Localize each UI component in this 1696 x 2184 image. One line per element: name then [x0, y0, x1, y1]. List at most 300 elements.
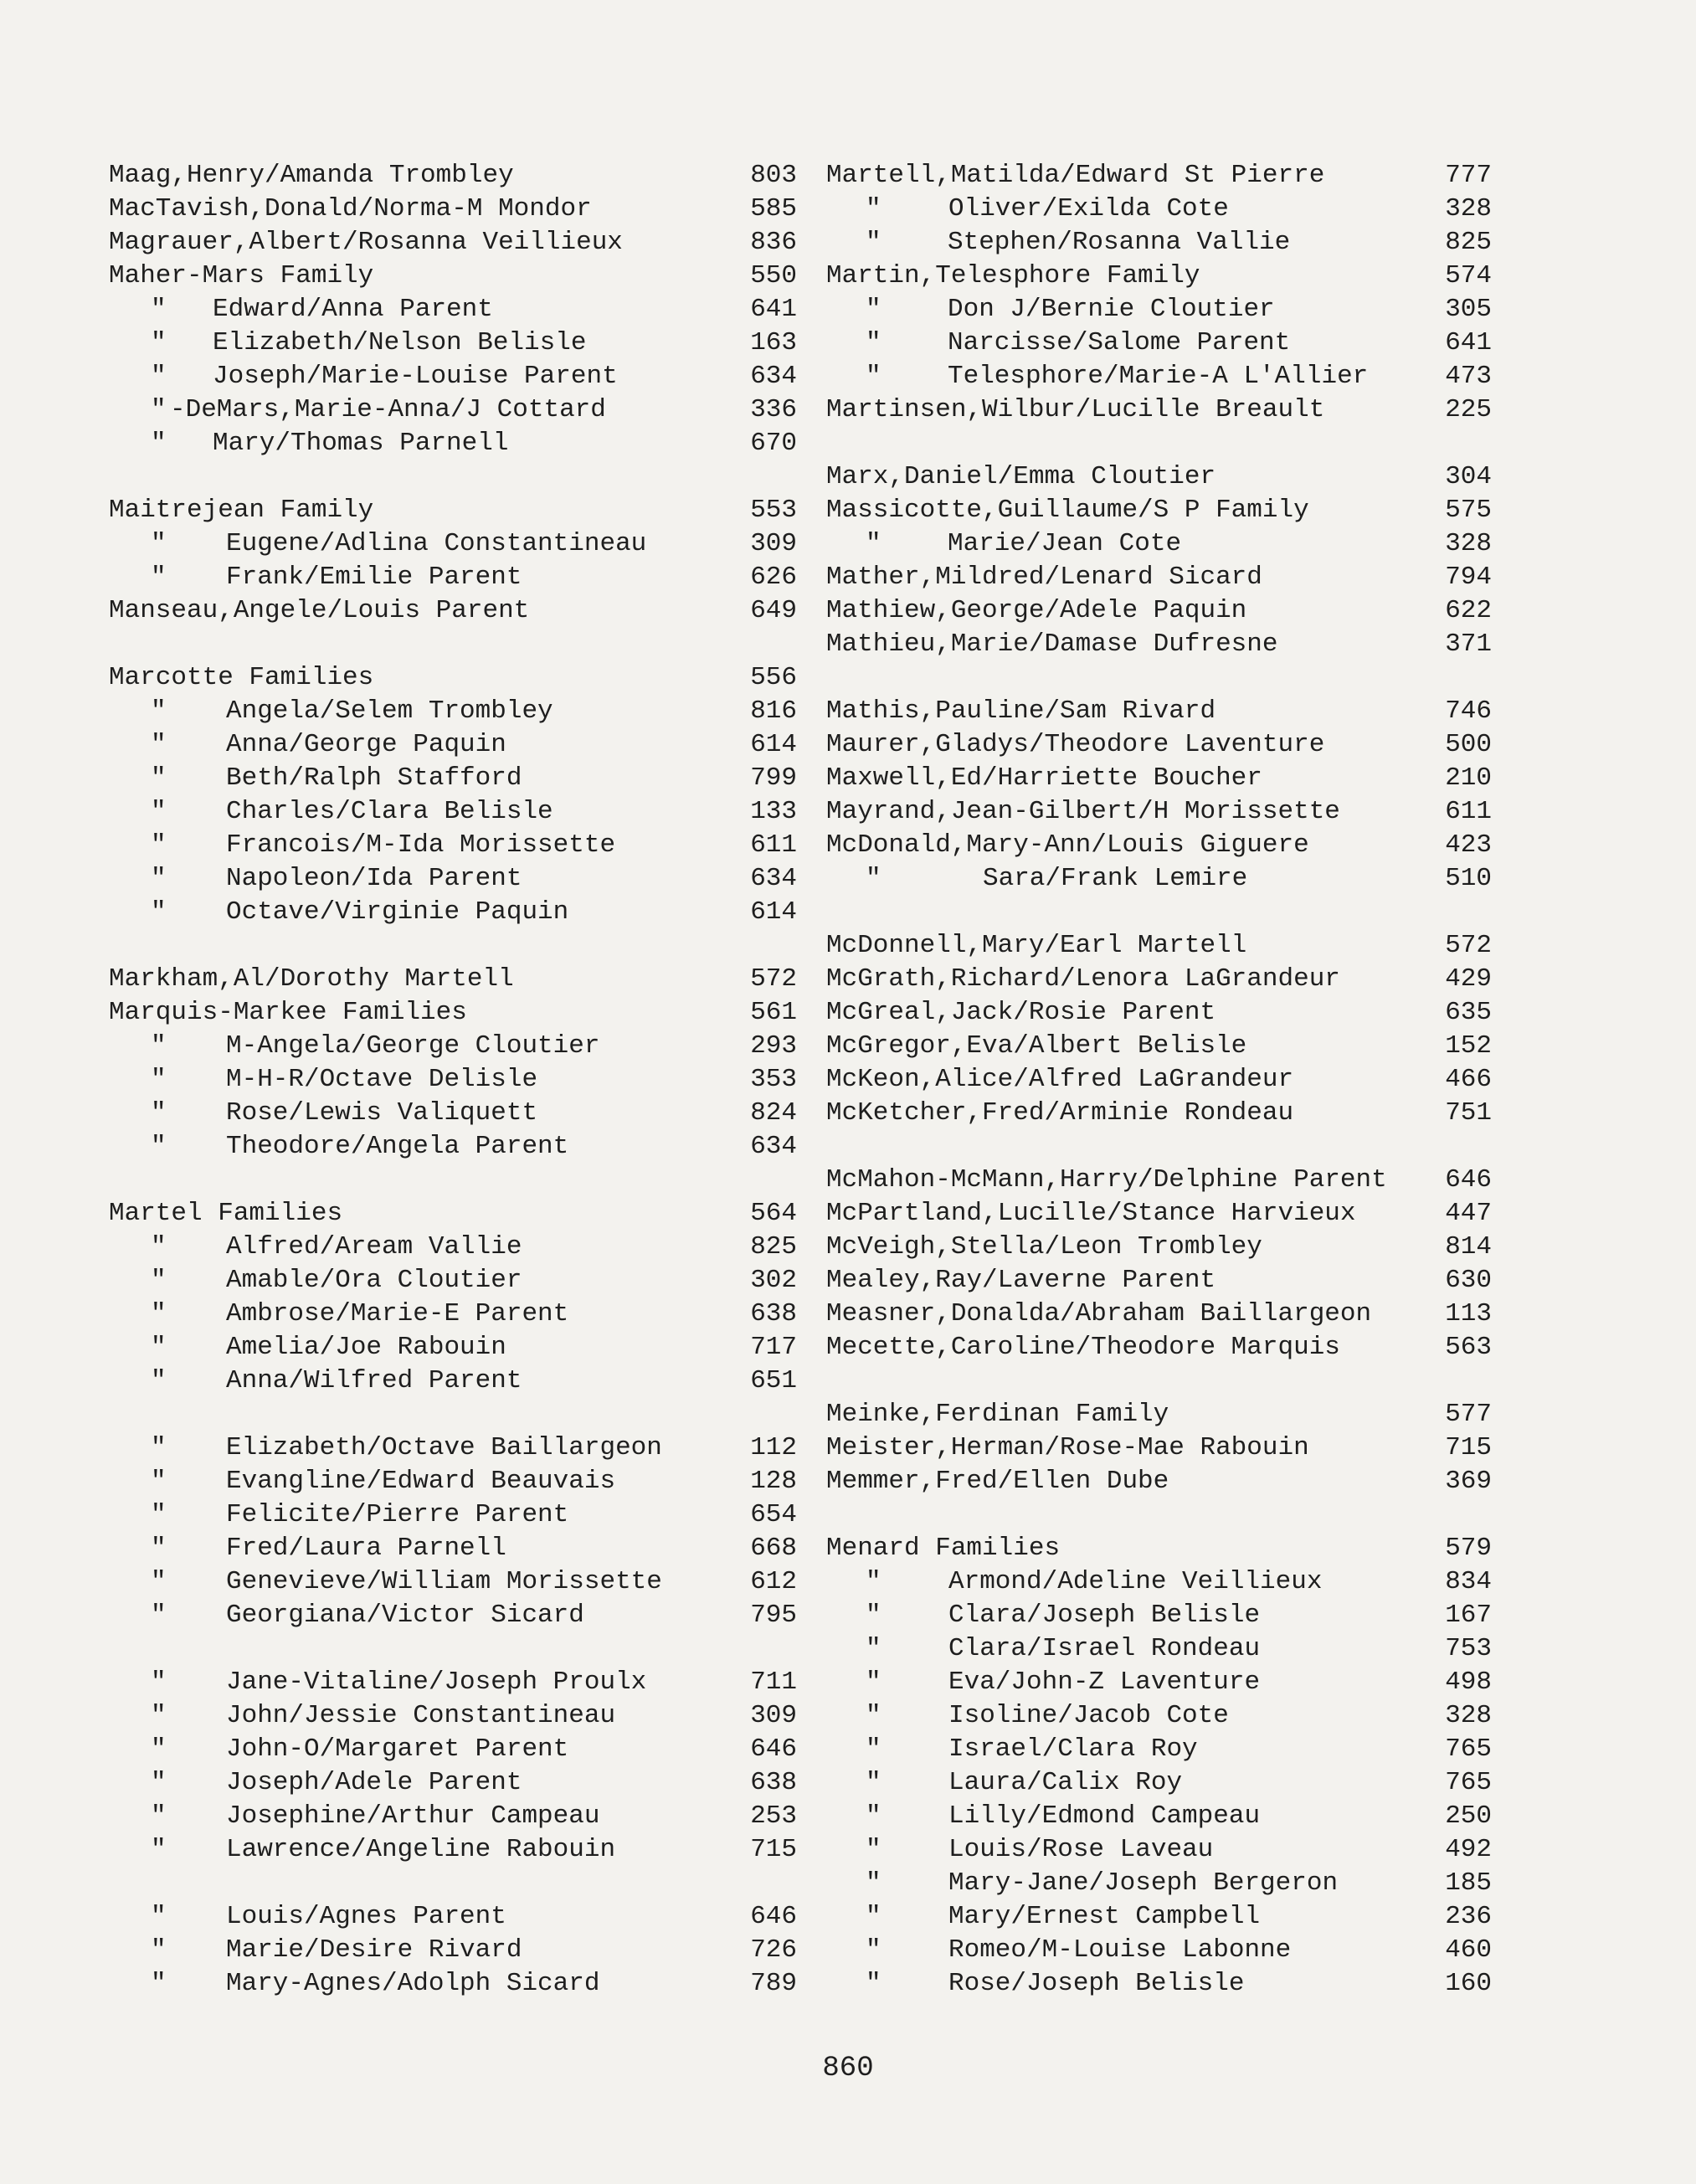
entry-page-number: 369: [1445, 1467, 1492, 1496]
entry-name: Romeo/M-Louise Labonne: [948, 1935, 1292, 1965]
blank-row: [826, 661, 1504, 695]
index-entry: [109, 996, 797, 1030]
entry-name: John/Jessie Constantineau: [226, 1701, 616, 1730]
index-entry: [109, 1766, 797, 1800]
entry-name: Beth/Ralph Stafford: [226, 763, 522, 793]
ditto-mark: ": [151, 1132, 167, 1161]
index-entry: [826, 226, 1504, 260]
entry-page-number: 302: [750, 1266, 797, 1295]
entry-page-number: 236: [1445, 1902, 1492, 1931]
ditto-mark: ": [151, 1467, 167, 1496]
blank-row: [109, 1164, 787, 1197]
ditto-mark: ": [151, 1734, 167, 1764]
index-entry: [826, 1298, 1504, 1331]
entry-name: Measner,Donalda/Abraham Baillargeon: [826, 1299, 1372, 1328]
entry-page-number: 641: [750, 295, 797, 324]
entry-page-number: 160: [1445, 1969, 1492, 1998]
entry-name: Joseph/Marie-Louise Parent: [213, 362, 618, 391]
index-entry: [826, 996, 1504, 1030]
entry-page-number: 510: [1445, 864, 1492, 893]
entry-page-number: 834: [1445, 1567, 1492, 1596]
entry-page-number: 577: [1445, 1400, 1492, 1429]
blank-row: [109, 1867, 787, 1900]
ditto-mark: ": [151, 1768, 167, 1797]
entry-page-number: 795: [750, 1601, 797, 1630]
entry-name: McMahon-McMann,Harry/Delphine Parent: [826, 1165, 1387, 1195]
index-entry: [826, 527, 1504, 561]
entry-page-number: 614: [750, 730, 797, 759]
entry-name: Isoline/Jacob Cote: [948, 1701, 1229, 1730]
entry-page-number: 564: [750, 1199, 797, 1228]
entry-name: Charles/Clara Belisle: [226, 797, 553, 826]
ditto-mark: ": [866, 1734, 881, 1764]
entry-page-number: 253: [750, 1801, 797, 1831]
entry-page-number: 668: [750, 1534, 797, 1563]
entry-name: McGregor,Eva/Albert Belisle: [826, 1031, 1247, 1061]
entry-page-number: 328: [1445, 1701, 1492, 1730]
index-entry: [826, 795, 1504, 829]
ditto-mark: ": [151, 1701, 167, 1730]
entry-page-number: 622: [1445, 596, 1492, 625]
entry-name: Narcisse/Salome Parent: [948, 328, 1291, 357]
index-entry: [826, 1231, 1504, 1264]
entry-name: Lilly/Edmond Campeau: [948, 1801, 1261, 1831]
entry-page-number: 836: [750, 228, 797, 257]
index-entry: [109, 728, 797, 762]
entry-name: Telesphore/Marie-A L'Allier: [948, 362, 1369, 391]
entry-page-number: 824: [750, 1098, 797, 1128]
entry-name: Menard Families: [826, 1534, 1061, 1563]
entry-name: Edward/Anna Parent: [213, 295, 493, 324]
ditto-mark: ": [151, 696, 167, 726]
index-entry: [109, 862, 797, 896]
index-entry: [826, 1030, 1504, 1063]
entry-page-number: 371: [1445, 630, 1492, 659]
entry-page-number: 649: [750, 596, 797, 625]
index-entry: [109, 1130, 797, 1164]
entry-page-number: 715: [1445, 1433, 1492, 1462]
blank-row: [109, 1632, 787, 1666]
entry-name: McDonald,Mary-Ann/Louis Giguere: [826, 830, 1309, 860]
ditto-mark: ": [151, 362, 167, 391]
entry-page-number: 353: [750, 1065, 797, 1094]
index-entry: [826, 728, 1504, 762]
index-entry: [826, 1833, 1504, 1867]
entry-name: Oliver/Exilda Cote: [948, 194, 1229, 224]
index-entry: [109, 293, 797, 326]
entry-page-number: 634: [750, 1132, 797, 1161]
index-entry: [109, 1900, 797, 1934]
entry-page-number: 466: [1445, 1065, 1492, 1094]
entry-name: Frank/Emilie Parent: [226, 563, 522, 592]
entry-name: McDonnell,Mary/Earl Martell: [826, 931, 1247, 960]
entry-name: Anna/Wilfred Parent: [226, 1366, 522, 1395]
index-entry: [109, 1264, 797, 1298]
index-entry: [826, 193, 1504, 226]
index-entry: [826, 561, 1504, 594]
entry-name: Elizabeth/Octave Baillargeon: [226, 1433, 662, 1462]
ditto-mark: ": [151, 1366, 167, 1395]
entry-name: Martinsen,Wilbur/Lucille Breault: [826, 395, 1325, 424]
index-entry: [826, 159, 1504, 193]
index-entry: [826, 1532, 1504, 1565]
entry-name: MacTavish,Donald/Norma-M Mondor: [109, 194, 592, 224]
entry-name: Mary-Jane/Joseph Bergeron: [948, 1868, 1339, 1898]
index-entry: [109, 896, 797, 929]
ditto-mark: ": [866, 194, 881, 224]
ditto-mark: ": [866, 1668, 881, 1697]
ditto-mark: ": [151, 864, 167, 893]
index-entry: [826, 1164, 1504, 1197]
index-entry: [109, 1532, 797, 1565]
index-entry: [826, 1565, 1504, 1599]
entry-page-number: 112: [750, 1433, 797, 1462]
ditto-mark: ": [866, 1969, 881, 1998]
entry-name: Anna/George Paquin: [226, 730, 506, 759]
index-entry: [109, 326, 797, 360]
entry-page-number: 717: [750, 1333, 797, 1362]
entry-page-number: 492: [1445, 1835, 1492, 1864]
index-entry: [109, 1733, 797, 1766]
entry-page-number: 585: [750, 194, 797, 224]
ditto-mark: ": [866, 1601, 881, 1630]
index-entry: [826, 762, 1504, 795]
entry-page-number: 574: [1445, 261, 1492, 290]
entry-page-number: 651: [750, 1366, 797, 1395]
ditto-mark: ": [866, 529, 881, 558]
entry-name: Theodore/Angela Parent: [226, 1132, 569, 1161]
ditto-mark: ": [866, 1567, 881, 1596]
index-entry: [109, 695, 797, 728]
entry-page-number: 498: [1445, 1668, 1492, 1697]
entry-page-number: 646: [750, 1734, 797, 1764]
ditto-mark: ": [866, 362, 881, 391]
entry-page-number: 634: [750, 362, 797, 391]
entry-page-number: 794: [1445, 563, 1492, 592]
index-entry: [826, 1632, 1504, 1666]
entry-page-number: 210: [1445, 763, 1492, 793]
entry-name: Markham,Al/Dorothy Martell: [109, 964, 514, 994]
index-entry: [109, 1197, 797, 1231]
entry-page-number: 751: [1445, 1098, 1492, 1128]
ditto-mark: ": [151, 295, 167, 324]
entry-name: McGreal,Jack/Rosie Parent: [826, 998, 1216, 1027]
entry-name: Alfred/Aream Vallie: [226, 1232, 522, 1262]
index-entry: [109, 1599, 797, 1632]
entry-page-number: 250: [1445, 1801, 1492, 1831]
entry-name: Eugene/Adlina Constantineau: [226, 529, 647, 558]
entry-name: Mayrand,Jean-Gilbert/H Morissette: [826, 797, 1340, 826]
index-entry: [109, 1030, 797, 1063]
index-entry: [109, 260, 797, 293]
index-entry: [109, 1800, 797, 1833]
entry-page-number: 500: [1445, 730, 1492, 759]
entry-page-number: 185: [1445, 1868, 1492, 1898]
entry-name: Georgiana/Victor Sicard: [226, 1601, 584, 1630]
entry-page-number: 328: [1445, 194, 1492, 224]
index-entry: [109, 1833, 797, 1867]
index-entry: [109, 1063, 797, 1097]
entry-page-number: 753: [1445, 1634, 1492, 1663]
entry-page-number: 163: [750, 328, 797, 357]
index-entry: [826, 1666, 1504, 1699]
entry-name: M-Angela/George Cloutier: [226, 1031, 600, 1061]
index-entry: [826, 1431, 1504, 1465]
entry-name: Mary/Thomas Parnell: [213, 429, 509, 458]
ditto-mark: ": [151, 897, 167, 927]
index-entry: [109, 1565, 797, 1599]
entry-page-number: 575: [1445, 496, 1492, 525]
ditto-mark: ": [151, 1801, 167, 1831]
entry-name: Marcotte Families: [109, 663, 374, 692]
entry-name: Felicite/Pierre Parent: [226, 1500, 569, 1529]
entry-page-number: 816: [750, 696, 797, 726]
entry-name: John-O/Margaret Parent: [226, 1734, 569, 1764]
index-entry: [109, 360, 797, 393]
index-entry: [826, 1867, 1504, 1900]
ditto-mark: ": [151, 529, 167, 558]
entry-name: Louis/Agnes Parent: [226, 1902, 506, 1931]
ditto-mark: ": [151, 1333, 167, 1362]
index-entry: [826, 326, 1504, 360]
index-entry: [826, 1063, 1504, 1097]
ditto-mark: ": [866, 328, 881, 357]
entry-name: Massicotte,Guillaume/S P Family: [826, 496, 1309, 525]
index-entry: [109, 1465, 797, 1498]
entry-name: McKeon,Alice/Alfred LaGrandeur: [826, 1065, 1294, 1094]
entry-name: Israel/Clara Roy: [948, 1734, 1198, 1764]
index-entry: [109, 594, 797, 628]
entry-page-number: 293: [750, 1031, 797, 1061]
index-entry: [109, 1666, 797, 1699]
entry-page-number: 641: [1445, 328, 1492, 357]
blank-row: [109, 628, 787, 661]
ditto-mark: ": [866, 1701, 881, 1730]
ditto-mark: ": [151, 1835, 167, 1864]
entry-page-number: 630: [1445, 1266, 1492, 1295]
entry-page-number: 304: [1445, 462, 1492, 491]
index-entry: [109, 1498, 797, 1532]
ditto-mark: ": [151, 1601, 167, 1630]
blank-row: [109, 929, 787, 963]
entry-page-number: 563: [1445, 1333, 1492, 1362]
index-entry: [109, 427, 797, 460]
ditto-mark: ": [151, 797, 167, 826]
entry-page-number: 133: [750, 797, 797, 826]
index-entry: [826, 1465, 1504, 1498]
ditto-mark: ": [151, 1500, 167, 1529]
index-entry: [109, 226, 797, 260]
entry-page-number: 789: [750, 1969, 797, 1998]
ditto-mark: ": [866, 295, 881, 324]
entry-page-number: 611: [1445, 797, 1492, 826]
entry-name: Rose/Lewis Valiquett: [226, 1098, 538, 1128]
index-entry: [109, 1097, 797, 1130]
entry-name: Fred/Laura Parnell: [226, 1534, 506, 1563]
index-entry: [826, 829, 1504, 862]
index-entry: [826, 1800, 1504, 1833]
entry-page-number: 305: [1445, 295, 1492, 324]
entry-page-number: 777: [1445, 161, 1492, 190]
entry-name: Maxwell,Ed/Harriette Boucher: [826, 763, 1262, 793]
index-entry: [826, 460, 1504, 494]
ditto-mark: ": [866, 1868, 881, 1898]
entry-page-number: 715: [750, 1835, 797, 1864]
entry-name: Martell,Matilda/Edward St Pierre: [826, 161, 1325, 190]
entry-name: McPartland,Lucille/Stance Harvieux: [826, 1199, 1356, 1228]
ditto-mark: ": [151, 1266, 167, 1295]
page-number: 860: [822, 2053, 874, 2084]
ditto-mark: ": [151, 563, 167, 592]
index-entry: [109, 963, 797, 996]
ditto-mark: ": [151, 730, 167, 759]
entry-name: McGrath,Richard/Lenora LaGrandeur: [826, 964, 1340, 994]
index-entry: [109, 159, 797, 193]
index-entry: [826, 628, 1504, 661]
blank-row: [826, 427, 1504, 460]
entry-name: Jane-Vitaline/Joseph Proulx: [226, 1668, 647, 1697]
entry-page-number: 634: [750, 864, 797, 893]
entry-name: Manseau,Angele/Louis Parent: [109, 596, 530, 625]
entry-name: Martin,Telesphore Family: [826, 261, 1200, 290]
index-entry: [826, 360, 1504, 393]
entry-name: Marie/Jean Cote: [948, 529, 1182, 558]
entry-page-number: 626: [750, 563, 797, 592]
index-entry: [826, 293, 1504, 326]
entry-name: Laura/Calix Roy: [948, 1768, 1183, 1797]
entry-page-number: 638: [750, 1299, 797, 1328]
index-entry: [826, 1733, 1504, 1766]
entry-page-number: 646: [1445, 1165, 1492, 1195]
entry-page-number: 556: [750, 663, 797, 692]
index-entry: [826, 1264, 1504, 1298]
ditto-mark: ": [151, 1065, 167, 1094]
entry-page-number: 746: [1445, 696, 1492, 726]
index-entry: [826, 1599, 1504, 1632]
entry-name: Amelia/Joe Rabouin: [226, 1333, 506, 1362]
index-entry: [826, 1331, 1504, 1364]
entry-name: Elizabeth/Nelson Belisle: [213, 328, 587, 357]
entry-page-number: 309: [750, 529, 797, 558]
entry-page-number: 765: [1445, 1768, 1492, 1797]
index-entry: [109, 561, 797, 594]
ditto-mark: ": [151, 1299, 167, 1328]
entry-name: McVeigh,Stella/Leon Trombley: [826, 1232, 1262, 1262]
entry-name: Mathis,Pauline/Sam Rivard: [826, 696, 1216, 726]
entry-page-number: 328: [1445, 529, 1492, 558]
entry-name: Meinke,Ferdinan Family: [826, 1400, 1169, 1429]
entry-name: Maitrejean Family: [109, 496, 374, 525]
entry-page-number: 447: [1445, 1199, 1492, 1228]
entry-name: Octave/Virginie Paquin: [226, 897, 569, 927]
index-entry: [826, 963, 1504, 996]
entry-name: Mathiew,George/Adele Paquin: [826, 596, 1247, 625]
ditto-mark: ": [151, 830, 167, 860]
index-entry: [826, 1934, 1504, 1967]
entry-name: Napoleon/Ida Parent: [226, 864, 522, 893]
ditto-mark: ": [866, 1902, 881, 1931]
entry-page-number: 113: [1445, 1299, 1492, 1328]
ditto-mark: ": [151, 1935, 167, 1965]
ditto-mark: ": [866, 228, 881, 257]
index-entry: [826, 1197, 1504, 1231]
ditto-mark: ": [866, 1935, 881, 1965]
entry-page-number: 825: [750, 1232, 797, 1262]
index-entry: [109, 661, 797, 695]
entry-page-number: 799: [750, 763, 797, 793]
entry-page-number: 646: [750, 1902, 797, 1931]
index-entry: [826, 929, 1504, 963]
ditto-mark: ": [151, 1668, 167, 1697]
entry-name: Memmer,Fred/Ellen Dube: [826, 1467, 1169, 1496]
index-entry: [109, 1967, 797, 2001]
entry-name: Clara/Joseph Belisle: [948, 1601, 1261, 1630]
entry-name: Rose/Joseph Belisle: [948, 1969, 1245, 1998]
entry-page-number: 167: [1445, 1601, 1492, 1630]
entry-page-number: 429: [1445, 964, 1492, 994]
entry-name: Angela/Selem Trombley: [226, 696, 553, 726]
ditto-mark: ": [151, 1567, 167, 1596]
index-entry: [826, 695, 1504, 728]
ditto-mark: ": [866, 864, 881, 893]
entry-name: Clara/Israel Rondeau: [948, 1634, 1261, 1663]
entry-name: Mary-Agnes/Adolph Sicard: [226, 1969, 600, 1998]
entry-name: Josephine/Arthur Campeau: [226, 1801, 600, 1831]
ditto-mark: ": [151, 1232, 167, 1262]
entry-page-number: 726: [750, 1935, 797, 1965]
ditto-mark: ": [151, 328, 167, 357]
index-entry: [109, 193, 797, 226]
left-index-column: [109, 159, 797, 2001]
index-entry: [826, 594, 1504, 628]
index-entry: [109, 527, 797, 561]
entry-page-number: 711: [750, 1668, 797, 1697]
entry-page-number: 612: [750, 1567, 797, 1596]
index-entry: [109, 393, 797, 427]
index-entry: [826, 494, 1504, 527]
entry-page-number: 572: [1445, 931, 1492, 960]
entry-page-number: 553: [750, 496, 797, 525]
entry-name: -DeMars,Marie-Anna/J Cottard: [170, 395, 606, 424]
ditto-mark: ": [866, 1768, 881, 1797]
entry-name: Armond/Adeline Veillieux: [948, 1567, 1323, 1596]
entry-page-number: 611: [750, 830, 797, 860]
ditto-mark: ": [866, 1634, 881, 1663]
entry-name: Mary/Ernest Campbell: [948, 1902, 1261, 1931]
blank-row: [826, 1498, 1504, 1532]
entry-name: Martel Families: [109, 1199, 343, 1228]
blank-row: [826, 1364, 1504, 1398]
entry-name: M-H-R/Octave Delisle: [226, 1065, 538, 1094]
entry-name: Joseph/Adele Parent: [226, 1768, 522, 1797]
blank-row: [826, 896, 1504, 929]
index-entry: [109, 1699, 797, 1733]
blank-row: [109, 1398, 787, 1431]
entry-name: Mathieu,Marie/Damase Dufresne: [826, 630, 1278, 659]
index-entry: [826, 1766, 1504, 1800]
entry-name: Marx,Daniel/Emma Cloutier: [826, 462, 1216, 491]
ditto-mark: ": [151, 429, 167, 458]
index-entry: [109, 1298, 797, 1331]
ditto-mark: ": [151, 1534, 167, 1563]
entry-page-number: 825: [1445, 228, 1492, 257]
index-entry: [826, 1967, 1504, 2001]
entry-page-number: 614: [750, 897, 797, 927]
entry-page-number: 336: [750, 395, 797, 424]
ditto-mark: ": [151, 1902, 167, 1931]
entry-name: Francois/M-Ida Morissette: [226, 830, 616, 860]
entry-name: Louis/Rose Laveau: [948, 1835, 1214, 1864]
